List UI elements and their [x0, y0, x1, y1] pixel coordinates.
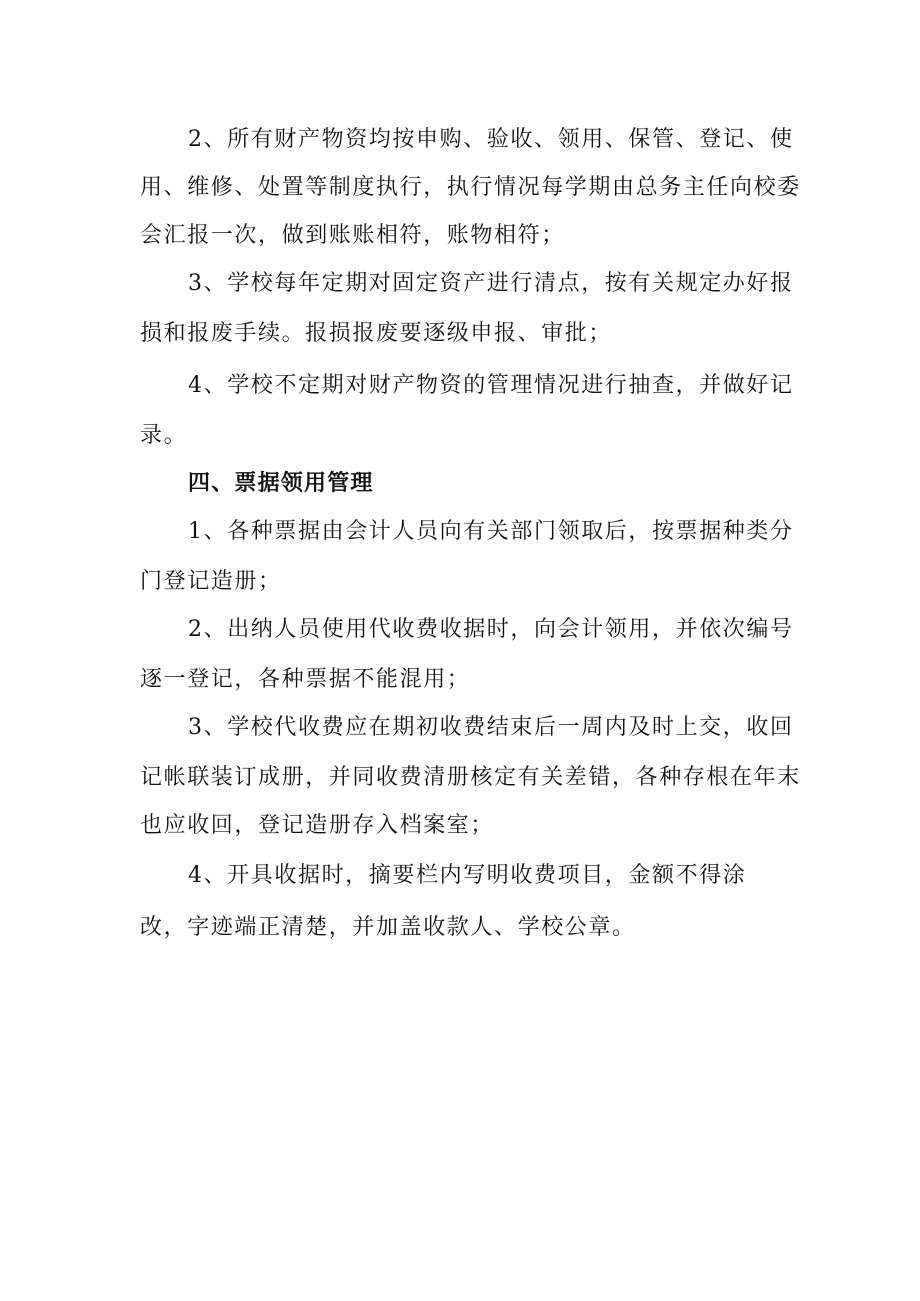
paragraph-line: 会汇报一次，做到账账相符，账物相符； — [140, 223, 565, 248]
paragraph-line: 录。 — [140, 423, 188, 448]
paragraph-line: 门登记造册； — [140, 569, 282, 594]
paragraph-line: 损和报废手续。报损报废要逐级申报、审批； — [140, 321, 613, 346]
paragraph-line: 4、学校不定期对财产物资的管理情况进行抽查，并做好记 — [188, 373, 794, 398]
paragraph-line: 也应收回，登记造册存入档案室； — [140, 813, 495, 838]
paragraph-line: 逐一登记，各种票据不能混用； — [140, 667, 471, 692]
paragraph-line: 2、所有财产物资均按申购、验收、领用、保管、登记、使 — [188, 127, 794, 152]
paragraph-line: 2、出纳人员使用代收费收据时，向会计领用，并依次编号 — [188, 617, 794, 642]
paragraph-line: 4、开具收据时，摘要栏内写明收费项目，金额不得涂 — [188, 863, 747, 888]
paragraph-line: 3、学校每年定期对固定资产进行清点，按有关规定办好报 — [188, 271, 794, 296]
paragraph-line: 1、各种票据由会计人员向有关部门领取后，按票据种类分 — [188, 519, 794, 544]
paragraph-line: 改，字迹端正清楚，并加盖收款人、学校公章。 — [140, 915, 636, 940]
paragraph-line: 用、维修、处置等制度执行，执行情况每学期由总务主任向校委 — [140, 175, 801, 200]
section-heading: 四、票据领用管理 — [188, 471, 374, 496]
paragraph-line: 记帐联装订成册，并同收费清册核定有关差错，各种存根在年末 — [140, 765, 801, 790]
paragraph-line: 3、学校代收费应在期初收费结束后一周内及时上交，收回 — [188, 715, 794, 740]
